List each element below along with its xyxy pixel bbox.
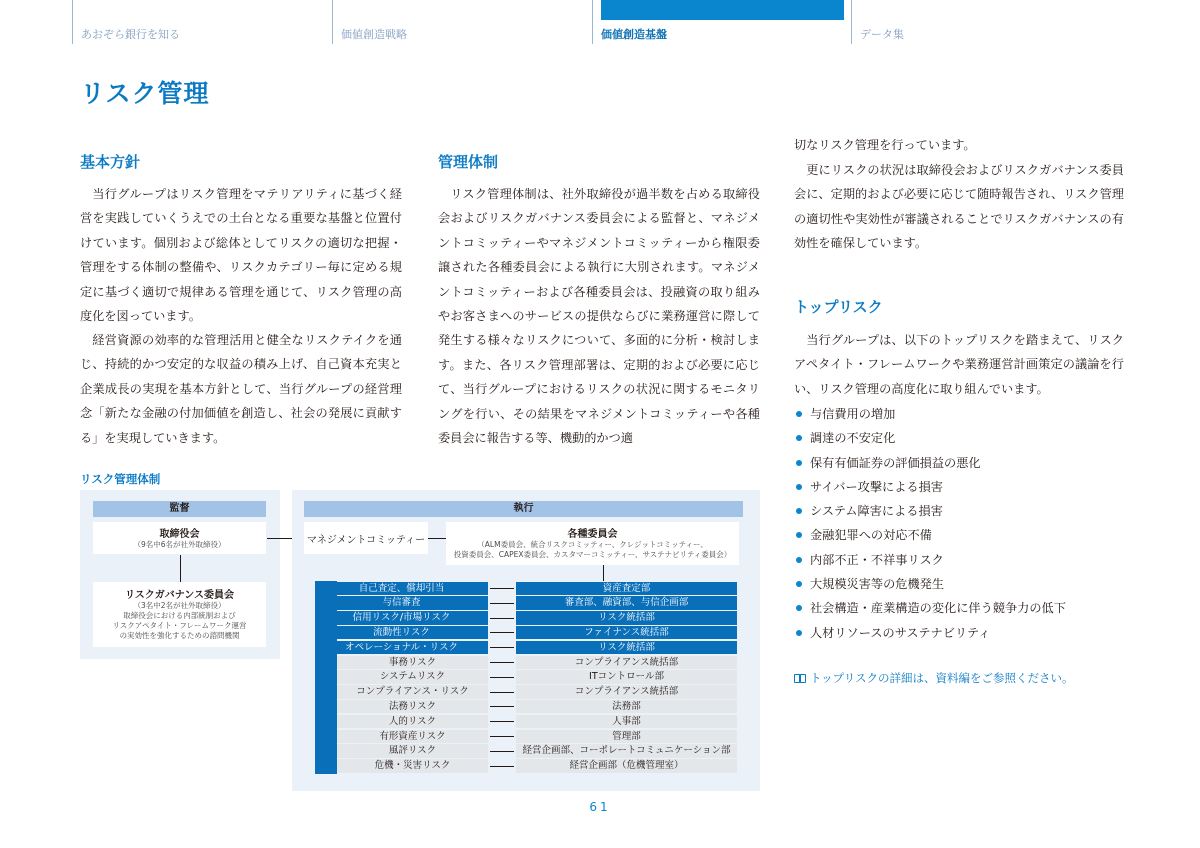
nav-tab-foundation[interactable] [592, 0, 844, 44]
risk-category: 流動性リスク [315, 626, 488, 640]
bullet-dot-icon [796, 605, 802, 611]
connector-line [490, 766, 514, 767]
bullet-dot-icon [796, 508, 802, 514]
operational-risk-bracket [315, 581, 337, 774]
bullet-dot-icon [796, 557, 802, 563]
committees-name: 各種委員会 [567, 529, 618, 540]
committee-name: リスクガバナンス委員会 [125, 590, 234, 601]
connector-line [428, 538, 446, 539]
committee-note: の実効性を強化するための諮問機関 [119, 631, 240, 640]
risk-category: 自己査定、償却引当 [315, 582, 488, 596]
responsible-department: コンプライアンス統括部 [516, 656, 737, 670]
connector-line [490, 588, 514, 589]
basic-policy-paragraph-2: 経営資源の効率的な管理活用と健全なリスクテイクを通じ、持続的かつ安定的な収益の積み上げ、自己資本充実と企業成長の実現を基本方針として、当行グループの経営理念「新たな金融の付加価値を創造し、社会の発展に貢献する」を実現していきます。 [80, 333, 402, 445]
committees-note: 投資委員会、CAPEX委員会、カスタマーコミッティー、サステナビリティ委員会） [453, 550, 732, 559]
list-item: システム障害による損害 [794, 499, 1124, 523]
connector-line [180, 555, 181, 582]
responsible-department: 人事部 [516, 715, 737, 729]
bullet-dot-icon [796, 411, 802, 417]
list-item: 調達の不安定化 [794, 426, 1124, 450]
responsible-department: 資産査定部 [516, 582, 737, 596]
top-risk-heading: トップリスク [794, 298, 883, 316]
connector-line [490, 647, 514, 648]
nav-tab-about[interactable] [72, 0, 332, 44]
management-structure-paragraph-2: 更にリスクの状況は取締役会およびリスクガバナンス委員会に、定期的および必要に応じて随時報告され、リスク管理の適切性や実効性が審議されることでリスクガバナンスの有効性を確保しています。 [794, 163, 1124, 251]
basic-policy-paragraph-1: 当行グループはリスク管理をマテリアリティに基づく経営を実践していくうえでの土台となる重要な基盤と位置付けています。個別および総体としてリスクの適切な把握・管理をする体制の整備や、リスクカテゴリー毎に定める規定に基づく適切で規律ある管理を通じて、リスク管理の高度化を図っています。 [80, 187, 402, 324]
committees-box [446, 522, 739, 565]
bullet-dot-icon [796, 532, 802, 538]
basic-policy-heading: 基本方針 [80, 153, 141, 171]
risk-category: オペレーショナル・リスク [315, 641, 488, 655]
responsible-department: 経営企画部、コーポレートコミュニケーション部 [516, 744, 737, 758]
committees-note: （ALM委員会、統合リスクコミッティー、クレジットコミッティー、 [477, 540, 708, 549]
connector-line [490, 662, 514, 663]
bullet-dot-icon [796, 630, 802, 636]
risk-category: 法務リスク [337, 700, 488, 714]
management-structure-paragraph: リスク管理体制は、社外取締役が過半数を占める取締役会およびリスクガバナンス委員会による監督と、マネジメントコミッティーやマネジメントコミッティーから権限委譲された各種委員会による執行に大別されます。マネジメントコミッティーおよび各種委員会は、投融資の取り組みやお客さまへのサービスの提供ならびに業務運営に際して発生する様々なリスクについて、多面的に分析・検討します。また、各リスク管理部署は、定期的および必要に応じて、当行グループにおけるリスクの状況に関するモニタリングを行い、その結果をマネジメントコミッティーや各種委員会に報告する等、機動的かつ適 [438, 187, 760, 446]
risk-category: 危機・災害リスク [337, 759, 488, 773]
board-box [93, 522, 266, 554]
risk-category: コンプライアンス・リスク [337, 685, 488, 699]
top-risk-list [794, 402, 1124, 645]
list-item: 保有有価証券の評価損益の悪化 [794, 451, 1124, 475]
book-icon [794, 674, 806, 683]
committee-note: リスクアペタイト・フレームワーク運営 [112, 621, 247, 630]
connector-line [490, 736, 514, 737]
committee-note: （3名中2名が社外取締役） [133, 601, 226, 610]
responsible-department: コンプライアンス統括部 [516, 685, 737, 699]
bullet-dot-icon [796, 581, 802, 587]
page-title: リスク管理 [80, 79, 210, 108]
responsible-department: ファイナンス統括部 [516, 626, 737, 640]
risk-category: 人的リスク [337, 715, 488, 729]
top-risk-intro: 当行グループは、以下のトップリスクを踏まえて、リスクアペタイト・フレームワークや業務運営計画策定の議論を行い、リスク管理の高度化に取り組んでいます。 [794, 333, 1124, 396]
risk-category: システムリスク [337, 670, 488, 684]
connector-line [490, 677, 514, 678]
nav-tab-label: 価値創造戦略 [341, 28, 407, 41]
active-tab-indicator [601, 0, 844, 20]
page-number: 61 [589, 800, 611, 814]
risk-category: 事務リスク [337, 656, 488, 670]
management-structure-continuation: 切なリスク管理を行っています。 [794, 138, 976, 152]
connector-line [490, 706, 514, 707]
risk-category: 風評リスク [337, 744, 488, 758]
responsible-department: リスク統括部 [516, 611, 737, 625]
list-item: 内部不正・不祥事リスク [794, 548, 1124, 572]
top-navigation [0, 0, 1200, 44]
bullet-dot-icon [796, 435, 802, 441]
list-item: 人材リソースのサステナビリティ [794, 621, 1124, 645]
connector-line [490, 618, 514, 619]
diagram-title: リスク管理体制 [80, 472, 161, 486]
connector-line [603, 565, 604, 581]
list-item: 与信費用の増加 [794, 402, 1124, 426]
connector-line [490, 692, 514, 693]
nav-tab-label: あおぞら銀行を知る [81, 28, 180, 41]
risk-category: 信用リスク/市場リスク [315, 611, 488, 625]
risk-category: 与信審査 [315, 596, 488, 610]
bullet-dot-icon [796, 460, 802, 466]
connector-line [490, 751, 514, 752]
committee-note: 取締役会における内部統制および [123, 611, 236, 620]
nav-tab-strategy[interactable] [332, 0, 592, 44]
top-risk-reference-link[interactable]: トップリスクの詳細は、資料編をご参照ください。 [794, 670, 1073, 686]
responsible-department: リスク統括部 [516, 641, 737, 655]
responsible-department: 審査部、融資部、与信企画部 [516, 596, 737, 610]
bullet-dot-icon [796, 484, 802, 490]
list-item: サイバー攻撃による損害 [794, 475, 1124, 499]
connector-line [490, 721, 514, 722]
management-committee-box [304, 522, 428, 554]
list-item: 社会構造・産業構造の変化に伴う競争力の低下 [794, 596, 1124, 620]
execution-header: 執行 [304, 501, 743, 517]
responsible-department: 管理部 [516, 730, 737, 744]
responsible-department: 経営企画部（危機管理室） [516, 759, 737, 773]
management-structure-heading: 管理体制 [438, 153, 499, 171]
risk-governance-committee-box [93, 582, 266, 647]
nav-tab-data[interactable] [851, 0, 1111, 44]
connector-line [490, 603, 514, 604]
management-committee-name: マネジメントコミッティー [306, 535, 426, 546]
responsible-department: ITコントロール部 [516, 670, 737, 684]
connector-line [490, 632, 514, 633]
nav-tab-label: データ集 [860, 28, 904, 41]
supervision-header: 監督 [93, 501, 266, 517]
nav-tab-label: 価値創造基盤 [601, 28, 667, 41]
risk-category: 有形資産リスク [337, 730, 488, 744]
responsible-department: 法務部 [516, 700, 737, 714]
list-item: 大規模災害等の危機発生 [794, 572, 1124, 596]
list-item: 金融犯罪への対応不備 [794, 523, 1124, 547]
board-name: 取締役会 [159, 529, 200, 540]
board-note: （9名中6名が社外取締役） [133, 540, 226, 549]
